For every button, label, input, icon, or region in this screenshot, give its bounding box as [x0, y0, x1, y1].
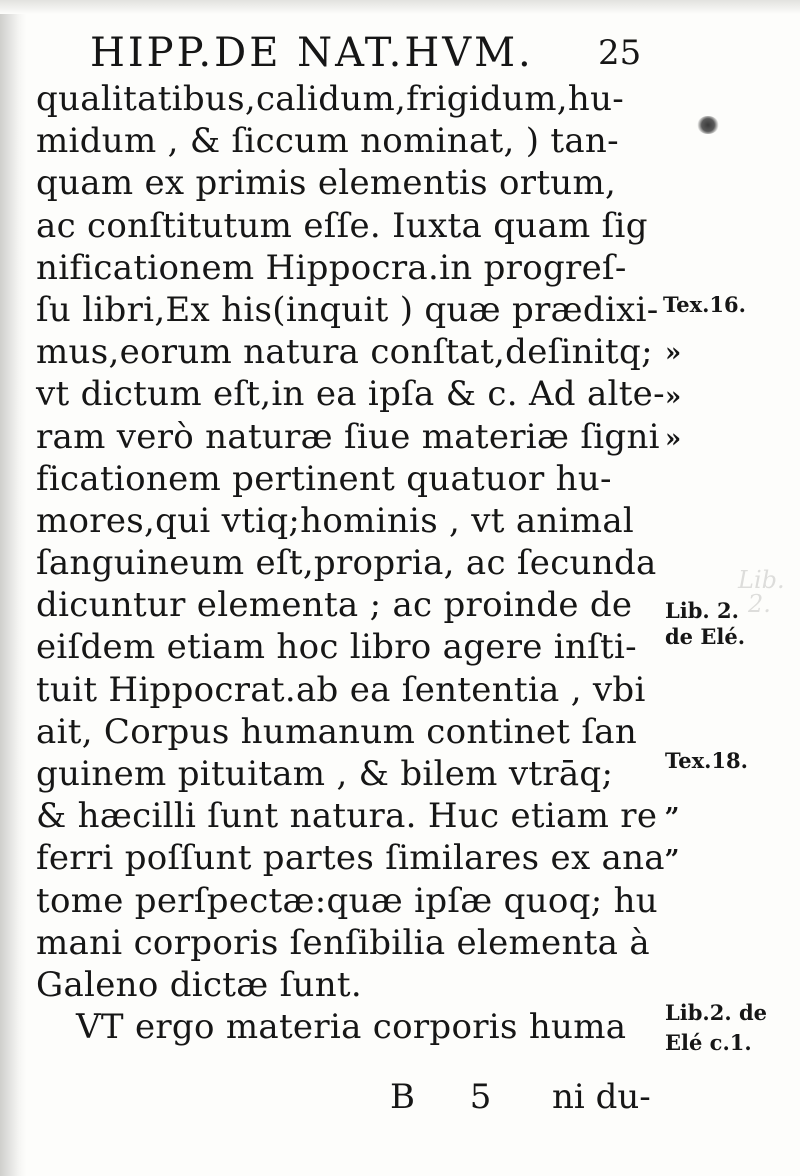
- catchword: ni du-: [552, 1077, 651, 1117]
- quote-mark: »: [665, 424, 682, 454]
- margin-note-lib2-de-ele: de Elé.: [665, 624, 746, 649]
- margin-note-tex16: Tex.16.: [663, 292, 746, 317]
- text-line: quam ex primis elementis ortum,: [36, 163, 617, 204]
- quote-mark: »: [665, 338, 682, 368]
- page-gutter-shadow: [0, 0, 26, 1176]
- show-through-text: 2.: [748, 590, 771, 618]
- text-line: dicuntur elementa ; ac proinde de: [36, 585, 633, 626]
- page-top-shadow: [0, 0, 800, 14]
- text-line: nificationem Hippocra.in progreſ-: [36, 247, 627, 288]
- ink-blot: [697, 116, 719, 134]
- paragraph-initial: V: [76, 1007, 101, 1048]
- text-line: mani corporis ſenſibilia elementa à: [36, 922, 650, 963]
- quote-mark: „: [665, 788, 680, 818]
- text-line: & hæcilli ſunt natura. Huc etiam re: [36, 796, 658, 837]
- paragraph-line-text: T ergo materia corporis huma: [100, 1007, 627, 1048]
- text-line: ac conſtitutum eſſe. Iuxta quam ſig: [36, 205, 648, 246]
- margin-note-lib2-de: Lib.2. de: [665, 1000, 768, 1025]
- text-line: ferri poſſunt partes ſimilares ex ana: [36, 838, 665, 879]
- running-title: HIPP.DE NAT.HVM.: [90, 30, 534, 76]
- text-line: ait, Corpus humanum continet ſan: [36, 711, 638, 752]
- text-line: vt dictum eſt,in ea ipſa & c. Ad alte-: [36, 374, 665, 415]
- text-line: ficationem pertinent quatuor hu-: [36, 458, 612, 499]
- text-line: tome perſpectæ:quæ ipſæ quoq; hu: [36, 880, 658, 921]
- show-through-text: Lib.: [738, 566, 785, 594]
- text-line: mores,qui vtiq;hominis , vt animal: [36, 500, 635, 541]
- quote-mark: „: [665, 830, 680, 860]
- quote-mark: »: [665, 382, 682, 412]
- text-line: ram verò naturæ ſiue materiæ ſigni: [36, 416, 660, 457]
- text-line: ſanguineum eſt,propria, ac ſecunda: [36, 543, 657, 584]
- text-line: Galeno dictæ ſunt.: [36, 964, 362, 1005]
- text-line: mus,eorum natura conſtat,deſinitq;: [36, 332, 653, 373]
- text-line: midum , & ſiccum nominat, ) tan-: [36, 121, 619, 162]
- margin-note-lib2: Lib. 2.: [665, 598, 739, 623]
- text-line: qualitatibus,calidum,frigidum,hu-: [36, 79, 625, 119]
- body-text: [36, 78, 665, 1048]
- text-line: tuit Hippocrat.ab ea ſententia , vbi: [36, 669, 646, 710]
- margin-note-tex18: Tex.18.: [665, 748, 748, 773]
- margin-note-ele-c1: Elé c.1.: [665, 1030, 752, 1055]
- text-line: guinem pituitam , & bilem vtrāq;: [36, 754, 614, 794]
- paragraph-start-line: [36, 1006, 656, 1048]
- text-line: ſu libri,Ex his(inquit ) quæ prædixi-: [36, 289, 659, 330]
- signature-mark: B 5: [390, 1077, 514, 1117]
- page-number: 25: [598, 33, 642, 73]
- text-line: eiſdem etiam hoc libro agere inſti-: [36, 627, 637, 668]
